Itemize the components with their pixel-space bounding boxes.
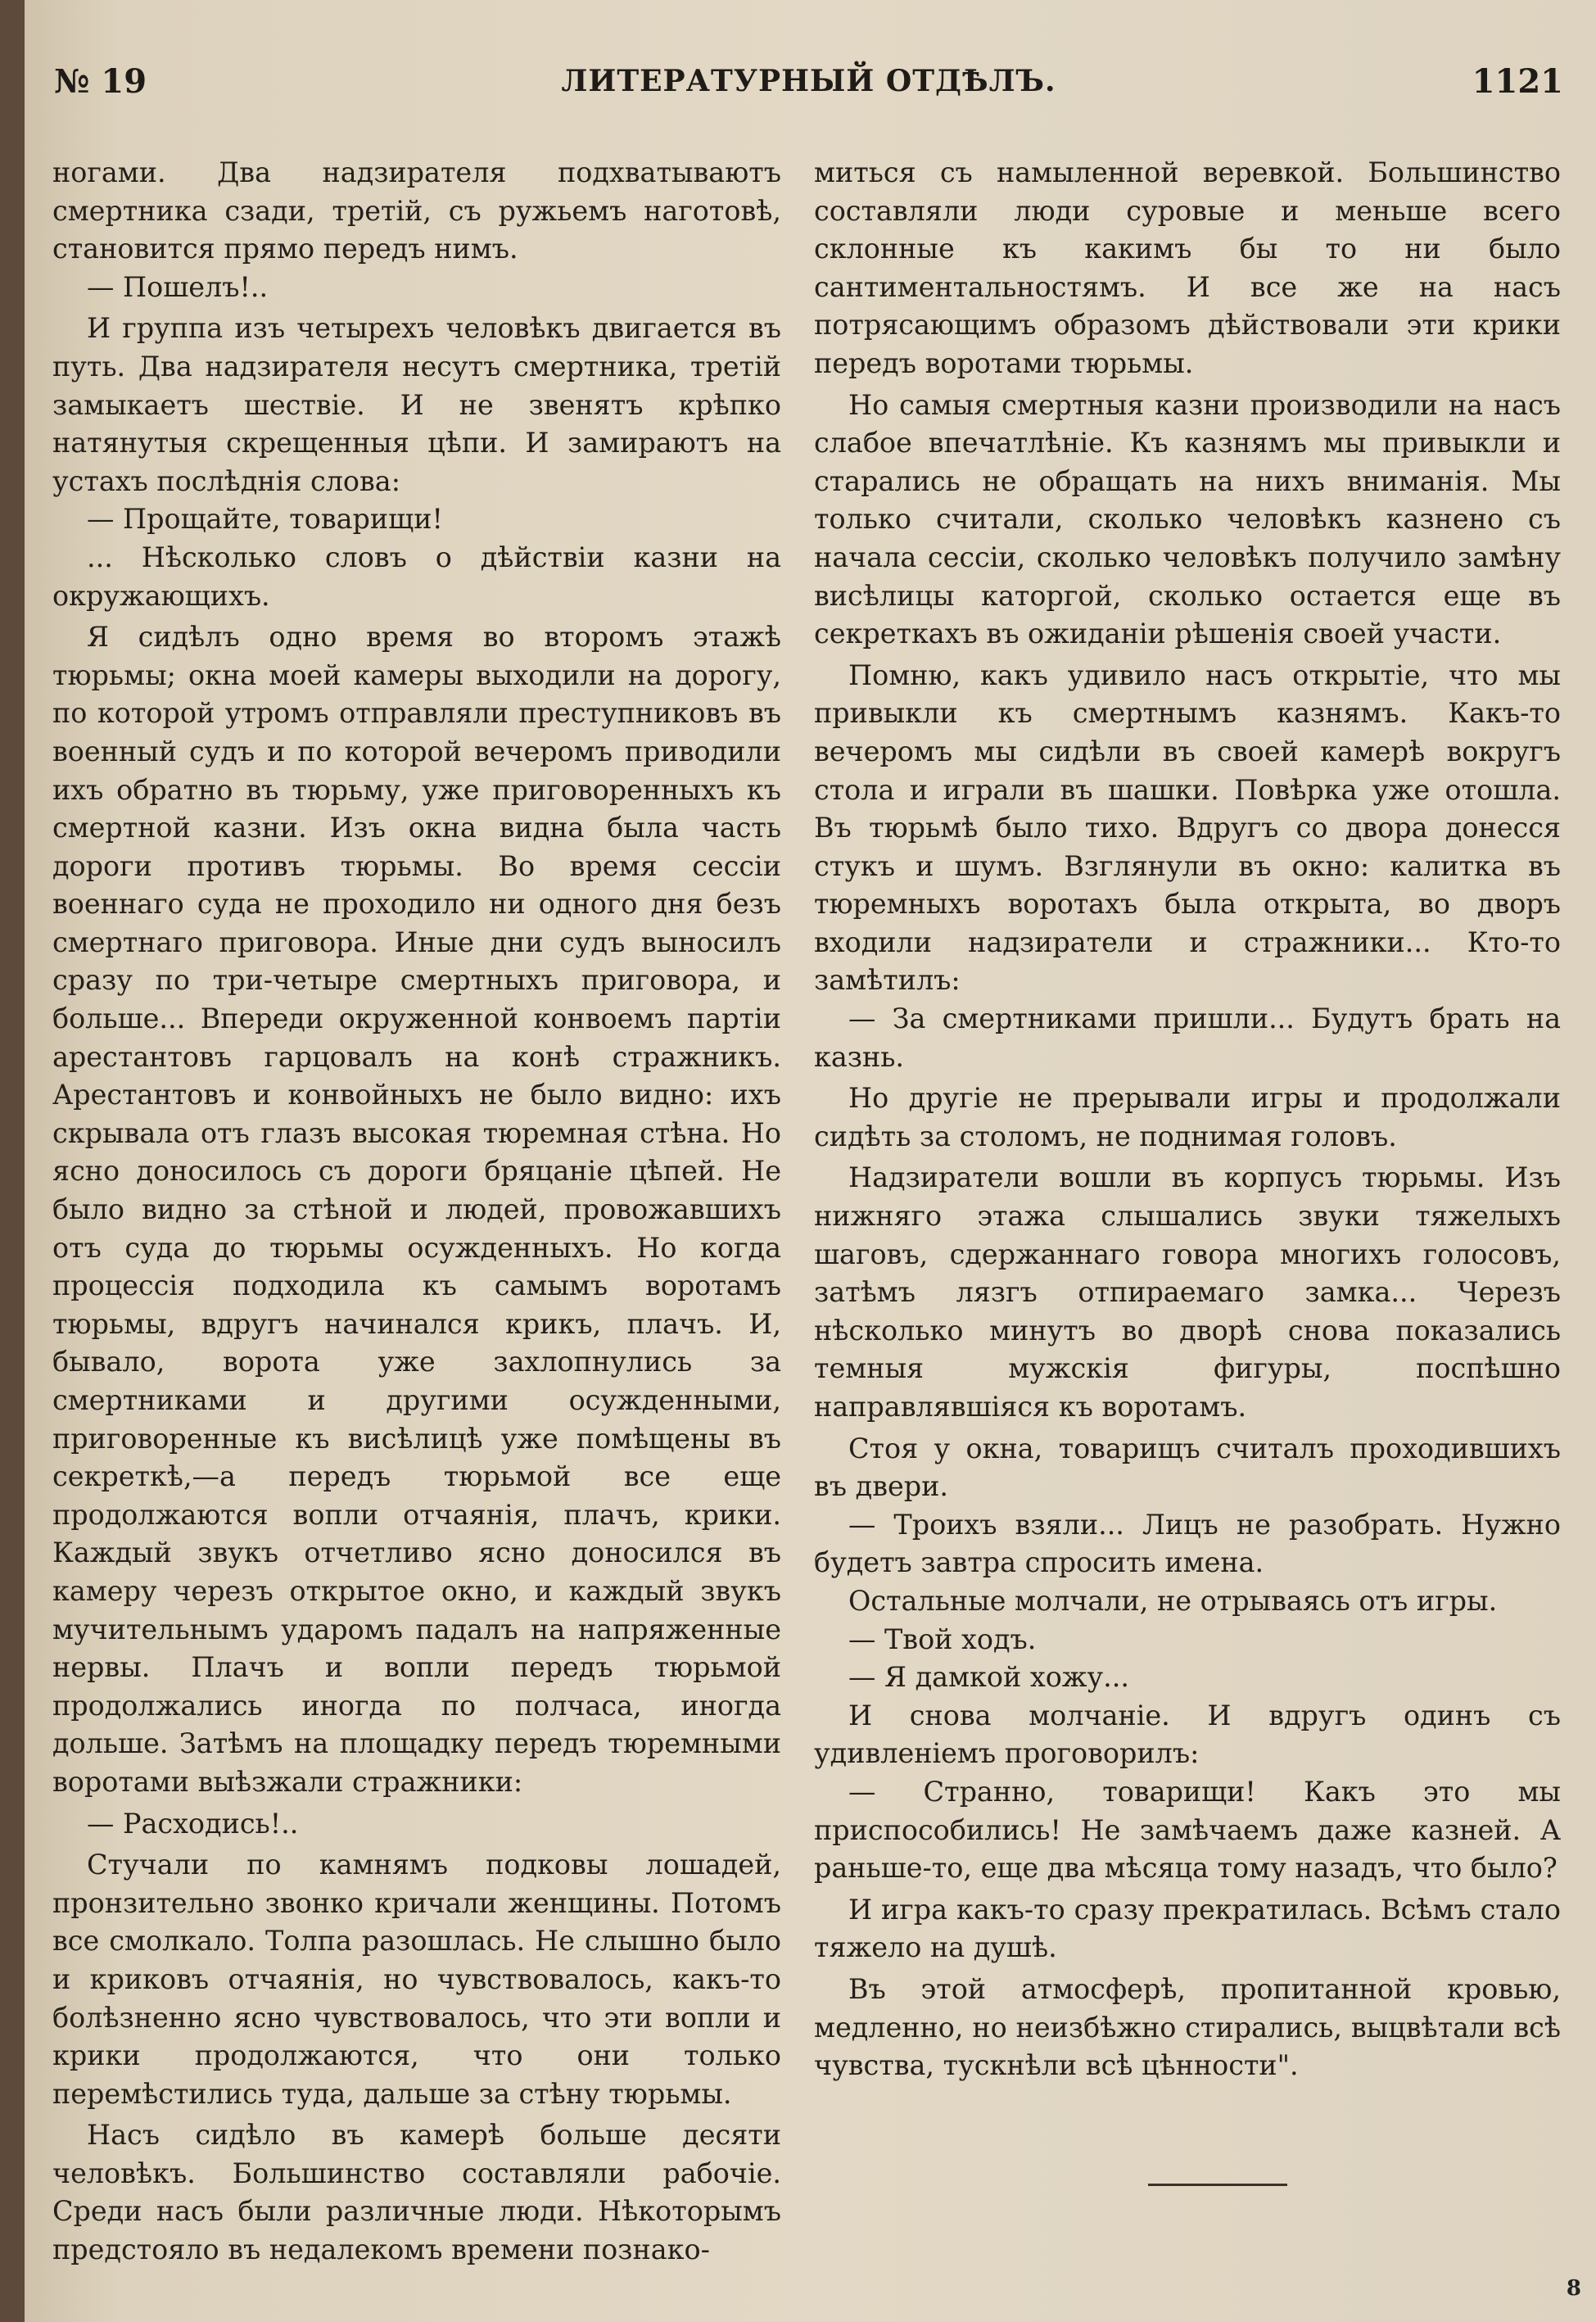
paragraph: Въ этой атмосферѣ, пропитанной кровью, медленно, но неизбѣжно стирались, выцвѣтали всѣ чувства, тускнѣли всѣ цѣнности". (814, 1972, 1561, 2082)
paragraph: Но другіе не прерывали игры и продолжали сидѣть за столомъ, не поднимая головъ. (814, 1082, 1561, 1152)
paragraph: ногами. Два надзирателя подхватываютъ смертника сзади, третій, съ ружьемъ наготовѣ, становится прямо передъ нимъ. (52, 156, 781, 265)
page-number: 1121 (1472, 62, 1563, 101)
paragraph: — Твой ходъ. (848, 1623, 1037, 1655)
paragraph: И игра какъ-то сразу прекратилась. Всѣмъ стало тяжело на душѣ. (814, 1893, 1561, 1964)
paragraph: Надзиратели вошли въ корпусъ тюрьмы. Изъ нижняго этажа слышались звуки тяжелыхъ шаговъ, сдержаннаго говора многихъ голосовъ, затѣмъ лязгъ отпираемаго замка... Черезъ нѣсколько минутъ во дворѣ снова показались темныя мужскія фигуры, поспѣшно направлявшіяся къ воротамъ. (814, 1161, 1561, 1423)
left-column (52, 154, 781, 2270)
section-title: ЛИТЕРАТУРНЫЙ ОТДѢЛЪ. (561, 64, 1056, 98)
paragraph: — Троихъ взяли... Лицъ не разобрать. Нужно будетъ завтра спросить имена. (814, 1508, 1561, 1579)
paragraph: — Расходись!.. (87, 1807, 299, 1840)
paragraph: Стоя у окна, товарищъ считалъ проходившихъ въ двери. (814, 1432, 1561, 1503)
right-column (814, 154, 1561, 2085)
issue-number: № 19 (54, 62, 147, 101)
journal-page (25, 0, 1596, 2322)
paragraph: — Прощайте, товарищи! (87, 503, 443, 536)
paragraph: ... Нѣсколько словъ о дѣйствіи казни на окружающихъ. (52, 541, 781, 612)
paragraph: — Пошелъ!.. (87, 270, 269, 303)
paragraph: И снова молчаніе. И вдругъ одинъ съ удивленіемъ проговорилъ: (814, 1699, 1561, 1770)
signature-mark: 8 (1566, 2276, 1581, 2301)
paragraph: Стучали по камнямъ подковы лошадей, пронзительно звонко кричали женщины. Потомъ все смолкало. Толпа разошлась. Не слышно было и криковъ отчаянія, но чувствовалось, какъ-то болѣзненно ясно чувствовалось, что эти вопли и крики продолжаются, что они только перемѣстились туда, дальше за стѣну тюрьмы. (52, 1849, 781, 2110)
paragraph: Остальные молчали, не отрываясь отъ игры. (848, 1584, 1498, 1617)
paragraph: Я сидѣлъ одно время во второмъ этажѣ тюрьмы; окна моей камеры выходили на дорогу, по которой утромъ отправляли преступниковъ въ военный судъ и по которой вечеромъ приводили ихъ обратно въ тюрьму, уже приговоренныхъ къ смертной казни. Изъ окна видна была часть дороги противъ тюрьмы. Во время сессіи военнаго суда не проходило ни одного дня безъ смертнаго приговора. Иные дни судъ выносилъ сразу по три-четыре смертныхъ приговора, и больше... Впереди окруженной конвоемъ партіи арестантовъ гарцовалъ на конѣ стражникъ. Арестантовъ и конвойныхъ не было видно: ихъ скрывала отъ глазъ высокая тюремная стѣна. Но ясно доносилось съ дороги бряцаніе цѣпей. Не было видно за стѣной и людей, провожавшихъ отъ суда до тюрьмы осужденныхъ. Но когда процессія подходила къ самымъ воротамъ тюрьмы, вдругъ начинался крикъ, плачъ. И, бывало, ворота уже захлопнулись за смертниками и другими осужденными, приговоренные къ висѣлицѣ уже помѣщены въ секреткѣ,—а передъ тюрьмой все еще продолжаются вопли отчаянія, плачъ, крики. Каждый звукъ отчетливо ясно доносился въ камеру черезъ открытое окно, и каждый звукъ мучительнымъ ударомъ падалъ на напряженные нервы. Плачъ и вопли передъ тюрьмой продолжались иногда по полчаса, иногда дольше. Затѣмъ на площадку передъ тюремными воротами выѣзжали стражники: (52, 621, 781, 1798)
paragraph: Помню, какъ удивило насъ открытіе, что мы привыкли къ смертнымъ казнямъ. Какъ-то вечеромъ мы сидѣли въ своей камерѣ вокругъ стола и играли въ шашки. Повѣрка уже отошла. Въ тюрьмѣ было тихо. Вдругъ со двора донесся стукъ и шумъ. Взглянули въ окно: калитка въ тюремныхъ воротахъ была открыта, во дворъ входили надзиратели и стражники... Кто-то замѣтилъ: (814, 659, 1561, 997)
paragraph: — За смертниками пришли... Будутъ брать на казнь. (814, 1003, 1561, 1073)
paragraph: И группа изъ четырехъ человѣкъ двигается въ путь. Два надзирателя несутъ смертника, третій замыкаетъ шествіе. И не звенятъ крѣпко натянутыя скрещенныя цѣпи. И замираютъ на устахъ послѣднія слова: (52, 312, 781, 497)
paragraph: — Странно, товарищи! Какъ это мы приспособились! Не замѣчаемъ даже казней. А раньше-то, еще два мѣсяца тому назадъ, что было? (814, 1775, 1561, 1885)
paragraph: миться съ намыленной веревкой. Большинство составляли люди суровые и меньше всего склонные къ какимъ бы то ни было сантиментальностямъ. И все же на насъ потрясающимъ образомъ дѣйствовали эти крики передъ воротами тюрьмы. (814, 156, 1561, 379)
running-header (54, 62, 1563, 120)
paragraph: Но самыя смертныя казни производили на насъ слабое впечатлѣніе. Къ казнямъ мы привыкли и старались не обращать на нихъ вниманія. Мы только считали, сколько человѣкъ казнено съ начала сессіи, сколько человѣкъ получило замѣну висѣлицы каторгой, сколько остается еще въ секреткахъ въ ожиданіи рѣшенія своей участи. (814, 388, 1561, 650)
paragraph: Насъ сидѣло въ камерѣ больше десяти человѣкъ. Большинство составляли рабочіе. Среди насъ были различные люди. Нѣкоторымъ предстояло въ недалекомъ времени познако- (52, 2119, 781, 2266)
paragraph: — Я дамкой хожу... (848, 1661, 1130, 1694)
section-end-rule (1148, 2184, 1287, 2186)
